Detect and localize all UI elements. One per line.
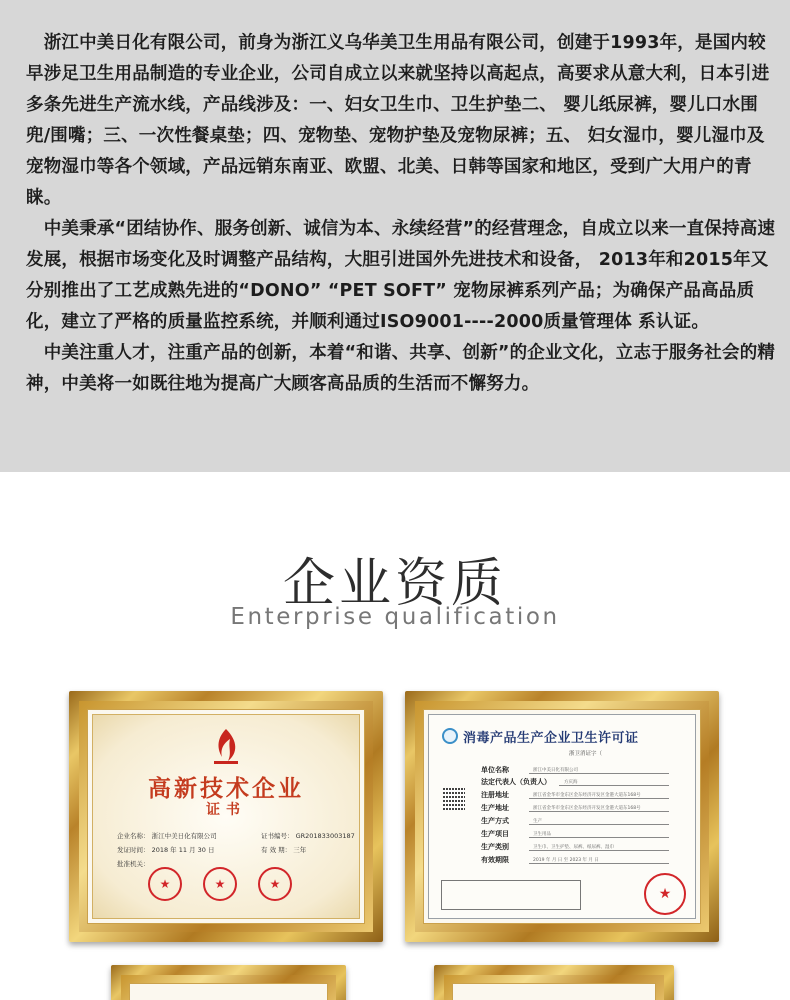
company-name-value: 浙江中美日化有限公司	[151, 832, 217, 840]
company-intro-text	[26, 28, 776, 400]
field-underline	[529, 798, 669, 799]
license-field-value: 2019 年 月 日 至 2023 年 月 日	[533, 858, 599, 863]
cert-number-label: 证书编号：	[261, 832, 294, 840]
issue-date-value: 2018 年 11 月 30 日	[151, 846, 215, 854]
license-field-label: 生产类别	[481, 842, 509, 851]
company-name-label: 企业名称：	[117, 832, 150, 840]
field-underline	[529, 773, 669, 774]
frame-mat	[423, 709, 701, 924]
intro-paragraph-3: 中美注重人才，注重产品的创新，本着“和谐、共享、创新”的企业文化，立志于服务社会的精神，中美将一如既往地为提高广大顾客高品质的生活而不懈努力。	[26, 343, 776, 394]
license-notes-box	[441, 880, 581, 910]
qr-code-pattern	[443, 788, 465, 810]
cert-number-value: GR201833003187	[295, 832, 355, 840]
license-field-label: 生产地址	[481, 803, 509, 812]
hightech-emblem-icon	[208, 727, 244, 767]
license-field-label: 生产项目	[481, 829, 509, 838]
license-field-label: 注册地址	[481, 790, 509, 799]
frame-molding	[444, 975, 664, 1000]
field-underline	[529, 837, 669, 838]
field-underline	[559, 785, 669, 786]
official-seal-icon	[258, 867, 292, 901]
frame-mat	[452, 983, 656, 1000]
official-seal-icon	[644, 873, 686, 915]
license-field-value: 浙江省金华市金东区金东经济开发区金港大道东168号	[533, 806, 641, 811]
frame-mat	[129, 983, 328, 1000]
validity-row	[261, 845, 306, 854]
frame-molding	[415, 701, 709, 932]
disinfection-license-title: 消毒产品生产企业卫生许可证	[463, 731, 639, 746]
company-name-row	[117, 831, 217, 840]
official-seal-icon	[203, 867, 237, 901]
field-underline	[529, 850, 669, 851]
hightech-certificate-title: 高新技术企业	[148, 775, 304, 802]
issue-date-row	[117, 845, 215, 854]
field-underline	[529, 863, 669, 864]
frame-molding	[121, 975, 336, 1000]
license-field-value: 生产	[533, 819, 542, 824]
license-field-label: 生产方式	[481, 816, 509, 825]
license-field-value: 卫生用品	[533, 832, 551, 837]
license-field-value: 浙江中美日化有限公司	[533, 768, 578, 773]
frame-molding	[79, 701, 373, 932]
intro-paragraph-1: 浙江中美日化有限公司，前身为浙江义乌华美卫生用品有限公司，创建于1993年，是国内较早涉足卫生用品制造的专业企业，公司自成立以来就坚持以高起点，高要求从意大利，日本引进多条先进生产流水线，产品线涉及：一、妇女卫生巾、卫生护垫二、 婴儿纸尿裤，婴儿口水围兜/围嘴；三、一次性餐桌垫；四、宠物垫、宠物护垫及宠物尿裤；五、 妇女湿巾，婴儿湿巾及宠物湿巾等各个领域，产品远销东南亚、欧盟、北美、日韩等国家和地区，受到广大用户的青睐。	[26, 33, 770, 208]
certificate-frame-partial	[434, 965, 674, 1000]
license-number-label: 浙卫消证字（	[569, 751, 603, 757]
validity-value: 三年	[293, 846, 307, 854]
health-emblem-icon	[442, 728, 458, 744]
validity-label: 有 效 期：	[261, 846, 292, 854]
official-seal-icon	[148, 867, 182, 901]
license-field-value: 卫生巾、卫生护垫、尿裤、纸尿裤、湿巾	[533, 845, 614, 850]
license-field-label: 法定代表人（负责人）	[481, 777, 551, 786]
company-intro-panel	[0, 0, 790, 472]
certificate-frame-partial	[111, 965, 346, 1000]
cert-number-row	[261, 831, 355, 840]
field-underline	[529, 824, 669, 825]
hightech-certificate-subtitle: 证书	[206, 802, 246, 818]
field-underline	[529, 811, 669, 812]
license-field-value: 浙江省金华市金东区金东经济开发区金港大道东168号	[533, 793, 641, 798]
hightech-certificate	[92, 714, 360, 919]
hightech-certificate-frame	[69, 691, 383, 942]
issue-date-label: 发证时间：	[117, 846, 150, 854]
frame-mat	[87, 709, 365, 924]
license-field-label: 单位名称	[481, 765, 509, 774]
intro-paragraph-2: 中美秉承“团结协作、服务创新、诚信为本、永续经营”的经营理念，自成立以来一直保持高速发展，根据市场变化及时调整产品结构，大胆引进国外先进技术和设备， 2013年和2015年又分别推出了工艺成熟先进的“DONO” “PET SOFT” 宠物尿裤系列产品；为确保产品高品质化，建立了严格的质量监控系统，并顺利通过ISO9001----2000质量管理体 系认证。	[26, 219, 776, 332]
license-field-value: 方庆海	[564, 780, 578, 785]
section-subtitle: Enterprise qualification	[230, 604, 560, 630]
disinfection-license	[428, 714, 696, 919]
section-title: 企业资质	[282, 554, 507, 614]
license-field-label: 有效期限	[481, 855, 509, 864]
approver-label: 批准机关：	[117, 860, 150, 868]
disinfection-license-frame	[405, 691, 719, 942]
